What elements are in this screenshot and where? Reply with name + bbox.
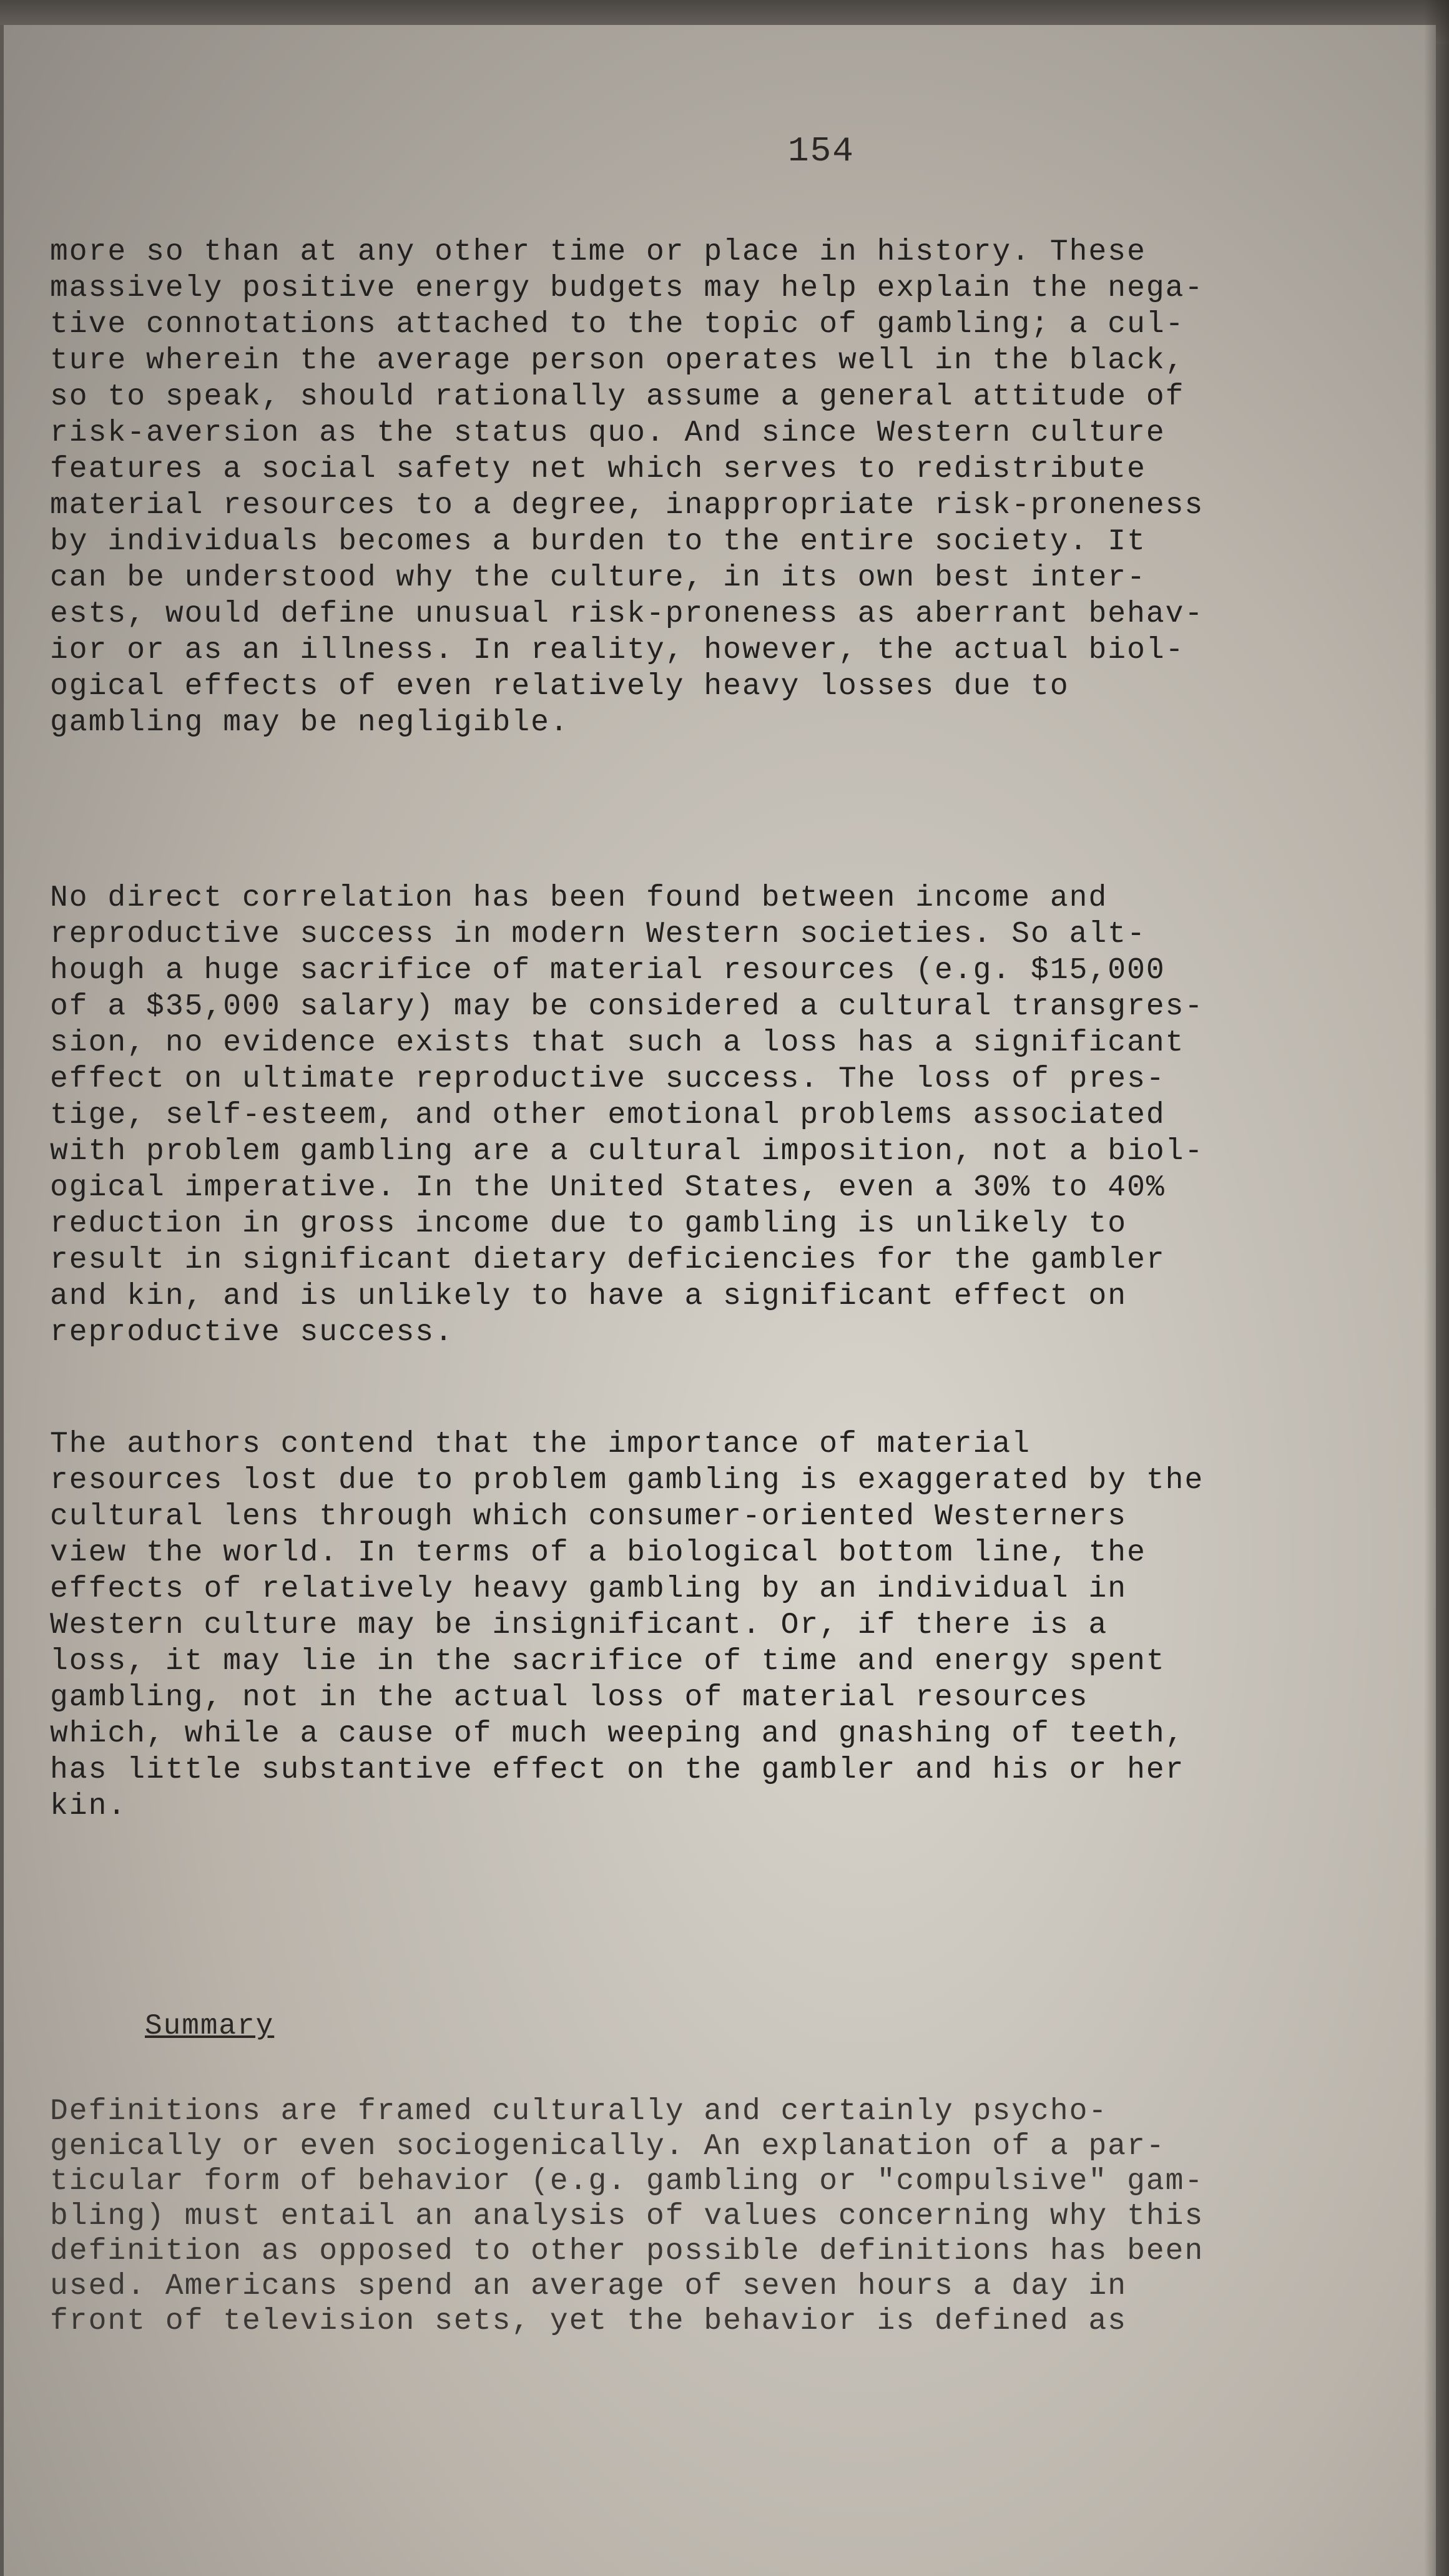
text-line: effect on ultimate reproductive success. The loss of pres- [50,1062,1166,1096]
text-line: genically or even sociogenically. An explanation of a par- [50,2130,1166,2163]
page-edge-shadow [1424,0,1449,2576]
text-line: ture wherein the average person operates well in the black, [50,344,1185,378]
text-line: has little substantive effect on the gambler and his or her [50,1753,1185,1787]
text-line: The authors contend that the importance of material [50,1428,1031,1461]
paragraph-2 [50,880,1373,1351]
text-line: tive connotations attached to the topic of gambling; a cul- [50,308,1185,341]
text-line: ogical effects of even relatively heavy losses due to [50,670,1069,703]
text-line: reduction in gross income due to gambling is unlikely to [50,1207,1127,1241]
paragraph-1 [50,234,1373,741]
text-line: ogical imperative. In the United States, even a 30% to 40% [50,1171,1166,1205]
paragraph-3 [50,1426,1373,1824]
page-number: 154 [788,131,855,171]
text-line: which, while a cause of much weeping and gnashing of teeth, [50,1717,1185,1751]
text-line: so to speak, should rationally assume a general attitude of [50,380,1185,414]
text-line: ticular form of behavior (e.g. gambling or "compulsive" gam- [50,2165,1204,2198]
text-line: and kin, and is unlikely to have a significant effect on [50,1280,1127,1313]
text-line: Definitions are framed culturally and certainly psycho- [50,2095,1108,2128]
text-line: tige, self-esteem, and other emotional problems associated [50,1099,1166,1132]
text-line: with problem gambling are a cultural imposition, not a biol- [50,1135,1204,1168]
text-line: can be understood why the culture, in its own best inter- [50,561,1146,595]
text-line: Western culture may be insignificant. Or, if there is a [50,1609,1108,1642]
text-line: massively positive energy budgets may help explain the nega- [50,272,1204,305]
text-line: reproductive success in modern Western societies. So alt- [50,918,1146,951]
text-line: gambling may be negligible. [50,706,569,740]
text-line: ests, would define unusual risk-proneness as aberrant behav- [50,597,1204,631]
text-line: of a $35,000 salary) may be considered a cultural transgres- [50,990,1204,1024]
summary-paragraph [50,2094,1373,2339]
text-line: hough a huge sacrifice of material resources (e.g. $15,000 [50,954,1166,987]
text-line: ior or as an illness. In reality, however, the actual biol- [50,634,1185,667]
text-line: effects of relatively heavy gambling by an individual in [50,1572,1127,1606]
text-line: reproductive success. [50,1316,454,1349]
text-line: loss, it may lie in the sacrifice of time and energy spent [50,1645,1166,1678]
section-heading-summary: Summary [145,2010,275,2042]
text-line: kin. [50,1790,127,1823]
text-line: used. Americans spend an average of seven hours a day in [50,2270,1127,2303]
text-line: bling) must entail an analysis of values concerning why this [50,2200,1204,2233]
text-line: more so than at any other time or place in history. These [50,235,1146,269]
text-line: sion, no evidence exists that such a loss has a significant [50,1026,1185,1060]
text-line: result in significant dietary deficiencies for the gambler [50,1243,1166,1277]
text-line: No direct correlation has been found between income and [50,881,1108,915]
text-line: view the world. In terms of a biological bottom line, the [50,1536,1146,1570]
text-line: definition as opposed to other possible definitions has been [50,2235,1204,2268]
text-line: resources lost due to problem gambling is exaggerated by the [50,1464,1204,1497]
text-line: risk-aversion as the status quo. And since Western culture [50,416,1166,450]
text-line: cultural lens through which consumer-oriented Westerners [50,1500,1127,1534]
text-line: gambling, not in the actual loss of material resources [50,1681,1089,1715]
text-line: by individuals becomes a burden to the entire society. It [50,525,1146,559]
text-line: material resources to a degree, inappropriate risk-proneness [50,489,1204,522]
text-line: features a social safety net which serves to redistribute [50,453,1146,486]
text-line: front of television sets, yet the behavior is defined as [50,2304,1127,2338]
